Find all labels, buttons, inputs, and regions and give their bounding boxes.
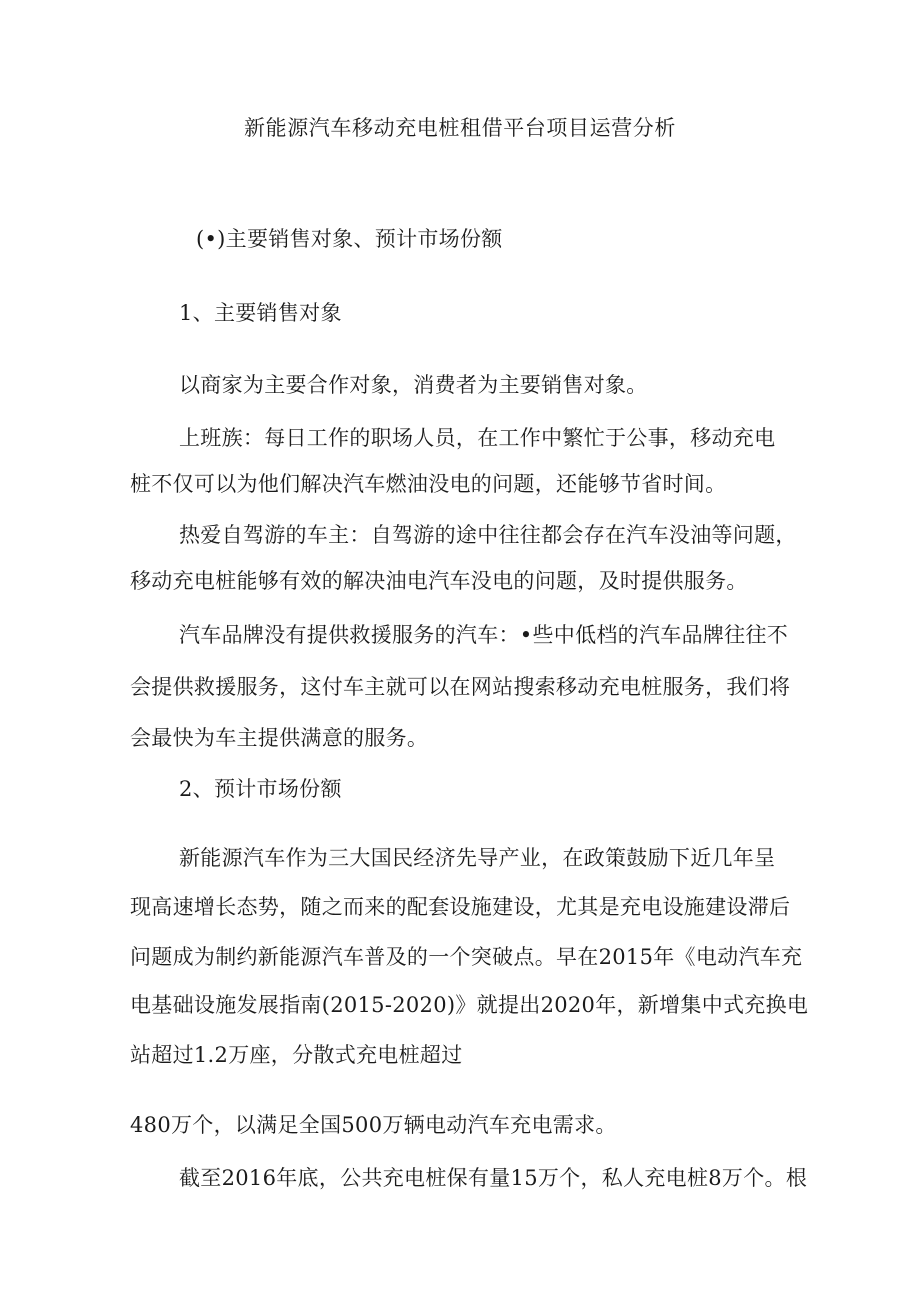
paragraph-3-line-1: 热爱自驾游的车主：自驾游的途中往往都会存在汽车没油等问题， <box>179 523 797 547</box>
paragraph-5-line-1: 新能源汽车作为三大国民经济先导产业，在政策鼓励下近几年呈 <box>179 846 776 870</box>
subsection-heading-2: 2、预计市场份额 <box>179 777 342 801</box>
paragraph-5-line-3: 问题成为制约新能源汽车普及的一个突破点。早在2015年《电动汽车充 <box>130 945 803 969</box>
paragraph-1: 以商家为主要合作对象，消费者为主要销售对象。 <box>179 373 648 397</box>
paragraph-4-line-1: 汽车品牌没有提供救援服务的汽车：•些中低档的汽车品牌往往不 <box>179 623 789 647</box>
subsection-heading-1: 1、主要销售对象 <box>179 301 342 325</box>
paragraph-5-line-2: 现高速增长态势，随之而来的配套设施建设，尤其是充电设施建设滞后 <box>130 895 791 919</box>
paragraph-2-line-1: 上班族：每日工作的职场人员，在工作中繁忙于公事，移动充电 <box>179 426 776 450</box>
document-title: 新能源汽车移动充电桩租借平台项目运营分析 <box>244 116 676 140</box>
paragraph-6: 480万个，以满足全国500万辆电动汽车充电需求。 <box>130 1113 617 1137</box>
paragraph-3-line-2: 移动充电桩能够有效的解决油电汽车没电的问题，及时提供服务。 <box>130 569 748 593</box>
paragraph-2-line-2: 桩不仅可以为他们解决汽车燃油没电的问题，还能够节省时间。 <box>130 472 727 496</box>
paragraph-5-line-4: 电基础设施发展指南(2015-2020)》就提出2020年，新增集中式充换电 <box>130 993 809 1017</box>
paragraph-5-line-5: 站超过1.2万座，分散式充电桩超过 <box>130 1043 463 1067</box>
paragraph-7: 截至2016年底，公共充电桩保有量15万个，私人充电桩8万个。根 <box>179 1166 808 1190</box>
paragraph-4-line-3: 会最快为车主提供满意的服务。 <box>130 726 429 750</box>
paragraph-4-line-2: 会提供救援服务，这付车主就可以在网站搜索移动充电桩服务，我们将 <box>130 675 791 699</box>
section-heading: (•)主要销售对象、预计市场份额 <box>196 227 503 251</box>
